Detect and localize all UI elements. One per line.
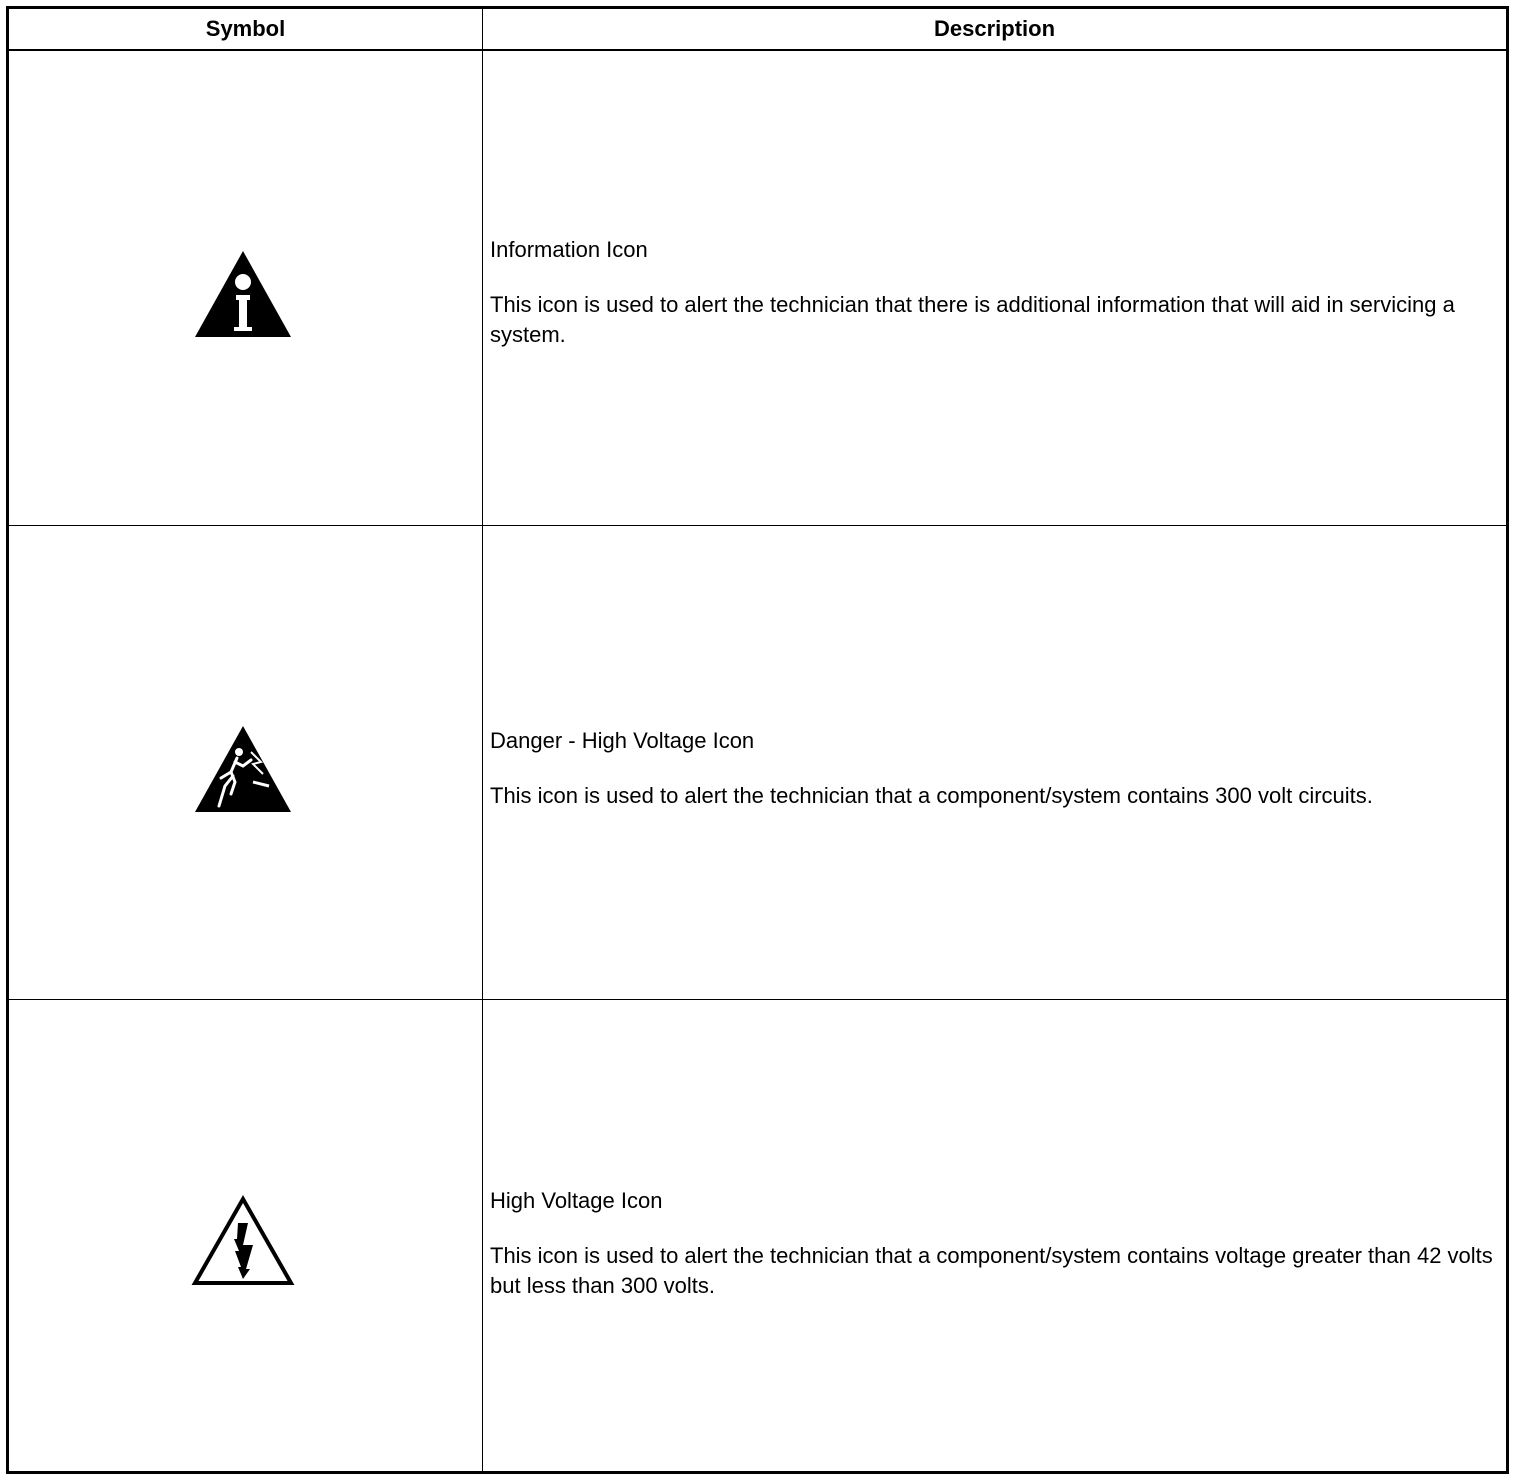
symbol-table — [6, 6, 1509, 1474]
danger-high-voltage-icon — [191, 722, 295, 818]
information-icon — [191, 247, 295, 343]
row-title: High Voltage Icon — [490, 1188, 663, 1213]
row-text: This icon is used to alert the technician that there is additional information that will aid in servicing a system. — [490, 292, 1455, 347]
header-symbol: Symbol — [205, 16, 286, 41]
description-cell — [483, 51, 1506, 525]
row-text: This icon is used to alert the technician that a component/system contains voltage greater than 42 volts but less than 300 volts. — [490, 1243, 1493, 1298]
row-title: Danger - High Voltage Icon — [490, 728, 755, 753]
table-header — [9, 9, 1506, 51]
row-text: This icon is used to alert the technician that a component/system contains 300 volt circuits. — [490, 783, 1373, 808]
symbol-cell — [9, 526, 482, 999]
high-voltage-icon — [191, 1193, 295, 1289]
table-row — [9, 51, 1506, 526]
header-description: Description — [933, 16, 1056, 41]
symbol-cell — [9, 51, 482, 525]
description-cell — [483, 1000, 1506, 1471]
table-row — [9, 1000, 1506, 1471]
table-row — [9, 526, 1506, 1000]
description-cell — [483, 526, 1506, 999]
row-title: Information Icon — [490, 237, 648, 262]
symbol-cell — [9, 1000, 482, 1471]
